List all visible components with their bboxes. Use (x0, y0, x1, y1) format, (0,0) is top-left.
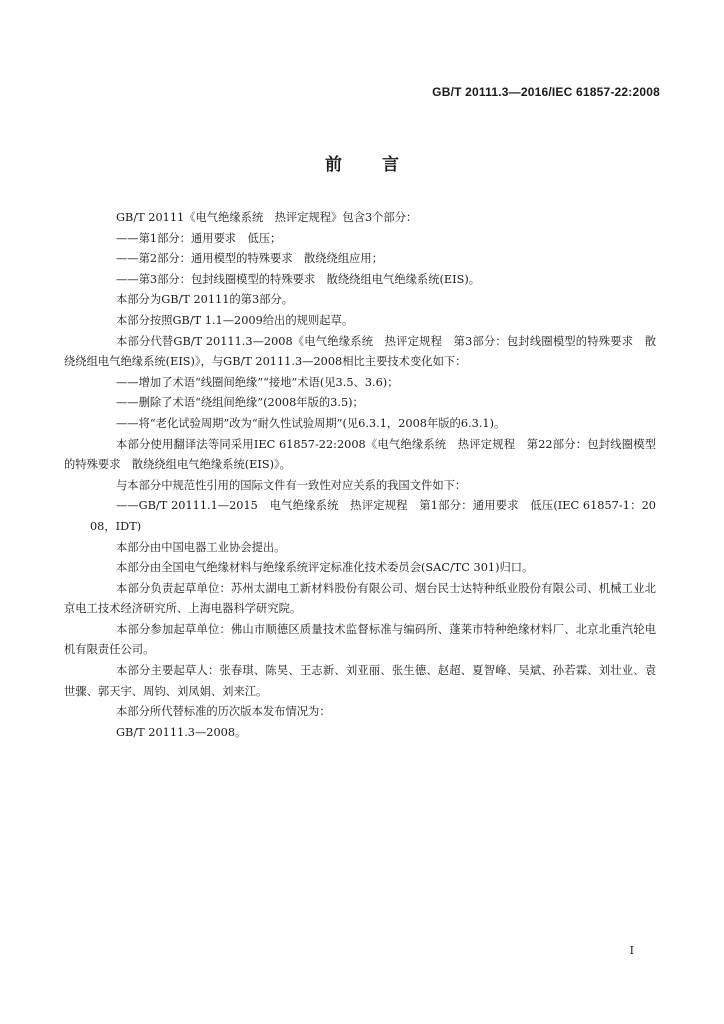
paragraph-replaces: 本部分代替GB/T 20111.3—2008《电气绝缘系统 热评定规程 第3部分：包封线圈模型的特殊要求 散绕绕组电气绝缘系统(EIS)》，与GB/T 20111.3—2008相比主要技术变化如下： (64, 334, 656, 369)
list-item-change-3: ——将“老化试验周期”改为“耐久性试验周期”(见6.3.1，2008年版的6.3.1)。 (116, 416, 506, 430)
paragraph-this-part: 本部分为GB/T 20111的第3部分。 (116, 293, 294, 307)
list-item-part-3: ——第3部分：包封线圈模型的特殊要求 散绕绕组电气绝缘系统(EIS)。 (116, 272, 481, 286)
title-char-1: 前 (325, 155, 342, 175)
list-item-part-1: ——第1部分：通用要求 低压； (116, 231, 282, 245)
page-number: I (629, 944, 634, 957)
paragraph-drafting-rules: 本部分按照GB/T 1.1—2009给出的规则起草。 (116, 313, 354, 327)
paragraph-drafting-units: 本部分负责起草单位：苏州太湖电工新材料股份有限公司、烟台民士达特种纸业股份有限公司、机械工业北京电工技术经济研究所、上海电器科学研究院。 (64, 581, 656, 616)
list-item-history: GB/T 20111.3—2008。 (116, 725, 247, 739)
title-char-2: 言 (382, 155, 399, 175)
list-item-part-2: ——第2部分：通用模型的特殊要求 散绕绕组应用； (116, 252, 384, 266)
paragraph-participating-units: 本部分参加起草单位：佛山市顺德区质量技术监督标准与编码所、蓬莱市特种绝缘材料厂、北京北重汽轮电机有限责任公司。 (64, 622, 656, 657)
foreword-body (64, 208, 656, 743)
list-item-change-1: ——增加了术语“线圈间绝缘”“接地”术语(见3.5、3.6)； (116, 375, 399, 389)
list-item-corresponding-doc: ——GB/T 20111.1—2015 电气绝缘系统 热评定规程 第1部分：通用要求 低压(IEC 61857-1：2008，IDT) (90, 499, 656, 533)
paragraph-proposed-by: 本部分由中国电器工业协会提出。 (116, 540, 286, 554)
page-title (0, 150, 724, 175)
list-item-change-2: ——删除了术语“绕组间绝缘”(2008年版的3.5)； (116, 396, 364, 410)
paragraph-drafters: 本部分主要起草人：张春琪、陈昊、王志新、刘亚丽、张生德、赵超、夏智峰、吴斌、孙若霖、刘壮业、袁世骤、郭天宇、周钧、刘凤娟、刘来江。 (64, 664, 656, 698)
paragraph-administered-by: 本部分由全国电气绝缘材料与绝缘系统评定标准化技术委员会(SAC/TC 301)归口。 (116, 561, 534, 575)
paragraph-parts-intro: GB/T 20111《电气绝缘系统 热评定规程》包含3个部分： (116, 211, 418, 224)
standard-code: GB/T 20111.3—2016/IEC 61857-22:2008 (432, 85, 660, 99)
paragraph-translation: 本部分使用翻译法等同采用IEC 61857-22:2008《电气绝缘系统 热评定规程 第22部分：包封线圈模型的特殊要求 散绕绕组电气绝缘系统(EIS)》。 (64, 437, 656, 472)
paragraph-corresponding-docs: 与本部分中规范性引用的国际文件有一致性对应关系的我国文件如下： (116, 478, 467, 492)
paragraph-history-intro: 本部分所代替标准的历次版本发布情况为： (116, 705, 331, 719)
